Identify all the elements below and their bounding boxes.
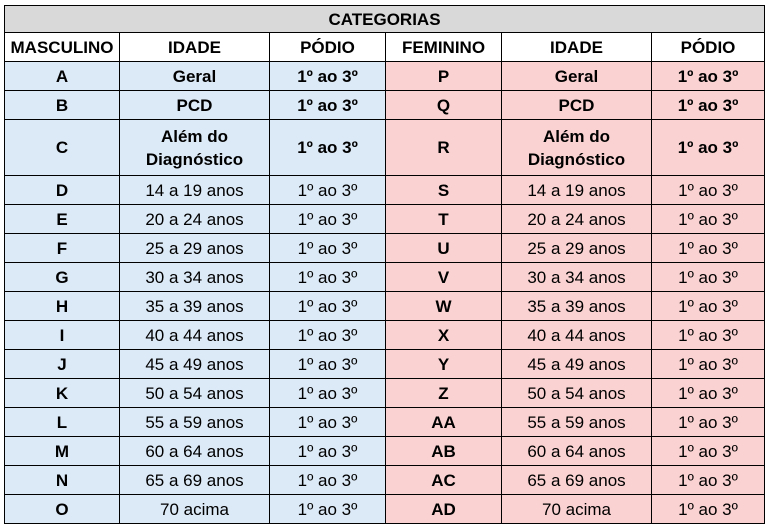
female-age: 70 acima: [502, 495, 652, 524]
female-category: T: [386, 205, 502, 234]
male-category: D: [5, 176, 120, 205]
female-podium: 1º ao 3º: [652, 205, 765, 234]
female-podium: 1º ao 3º: [652, 91, 765, 120]
male-age-line2: Diagnóstico: [145, 149, 244, 169]
table-row: [5, 120, 765, 176]
male-category: C: [5, 120, 120, 176]
female-category: Y: [386, 350, 502, 379]
male-category: O: [5, 495, 120, 524]
female-age: 45 a 49 anos: [502, 350, 652, 379]
female-age-line2: Diagnóstico: [527, 149, 626, 169]
female-podium: 1º ao 3º: [652, 263, 765, 292]
female-age: 65 a 69 anos: [502, 466, 652, 495]
male-age: 25 a 29 anos: [120, 234, 270, 263]
table-row: [5, 176, 765, 205]
male-age: 45 a 49 anos: [120, 350, 270, 379]
male-category: E: [5, 205, 120, 234]
table-row: [5, 437, 765, 466]
female-age: 50 a 54 anos: [502, 379, 652, 408]
female-podium: 1º ao 3º: [652, 120, 765, 176]
male-category: K: [5, 379, 120, 408]
male-podium: 1º ao 3º: [270, 120, 386, 176]
male-category: M: [5, 437, 120, 466]
table-row: [5, 321, 765, 350]
male-podium: 1º ao 3º: [270, 263, 386, 292]
header-feminino: FEMININO: [386, 33, 502, 62]
table-title: CATEGORIAS: [5, 6, 765, 33]
header-idade-m: IDADE: [120, 33, 270, 62]
male-category: N: [5, 466, 120, 495]
male-podium: 1º ao 3º: [270, 495, 386, 524]
table-row: [5, 205, 765, 234]
male-age: 14 a 19 anos: [120, 176, 270, 205]
male-age: Geral: [120, 62, 270, 91]
female-podium: 1º ao 3º: [652, 176, 765, 205]
male-podium: 1º ao 3º: [270, 62, 386, 91]
male-age: 65 a 69 anos: [120, 466, 270, 495]
female-age: 40 a 44 anos: [502, 321, 652, 350]
table-row: [5, 292, 765, 321]
male-podium: 1º ao 3º: [270, 205, 386, 234]
male-category: H: [5, 292, 120, 321]
female-podium: 1º ao 3º: [652, 292, 765, 321]
male-category: I: [5, 321, 120, 350]
female-category: W: [386, 292, 502, 321]
header-masculino: MASCULINO: [5, 33, 120, 62]
female-category: U: [386, 234, 502, 263]
female-podium: 1º ao 3º: [652, 350, 765, 379]
male-category: G: [5, 263, 120, 292]
male-category: F: [5, 234, 120, 263]
male-podium: 1º ao 3º: [270, 234, 386, 263]
female-age: PCD: [502, 91, 652, 120]
header-idade-f: IDADE: [502, 33, 652, 62]
female-category: S: [386, 176, 502, 205]
male-age: 70 acima: [120, 495, 270, 524]
male-age: 55 a 59 anos: [120, 408, 270, 437]
female-age: 14 a 19 anos: [502, 176, 652, 205]
female-podium: 1º ao 3º: [652, 379, 765, 408]
male-age: 40 a 44 anos: [120, 321, 270, 350]
male-category: J: [5, 350, 120, 379]
male-podium: 1º ao 3º: [270, 437, 386, 466]
female-category: AD: [386, 495, 502, 524]
female-category: Z: [386, 379, 502, 408]
table-row: [5, 234, 765, 263]
table-row: [5, 408, 765, 437]
male-age: PCD: [120, 91, 270, 120]
male-age: 60 a 64 anos: [120, 437, 270, 466]
female-category: AC: [386, 466, 502, 495]
female-category: AB: [386, 437, 502, 466]
male-category: A: [5, 62, 120, 91]
female-age: [502, 120, 652, 176]
table-row: [5, 62, 765, 91]
table-row: [5, 350, 765, 379]
female-category: R: [386, 120, 502, 176]
female-podium: 1º ao 3º: [652, 62, 765, 91]
male-age: [120, 120, 270, 176]
male-podium: 1º ao 3º: [270, 379, 386, 408]
female-category: Q: [386, 91, 502, 120]
table-row: [5, 466, 765, 495]
female-category: V: [386, 263, 502, 292]
male-podium: 1º ao 3º: [270, 408, 386, 437]
female-age: 20 a 24 anos: [502, 205, 652, 234]
male-category: B: [5, 91, 120, 120]
female-podium: 1º ao 3º: [652, 321, 765, 350]
male-podium: 1º ao 3º: [270, 292, 386, 321]
female-category: AA: [386, 408, 502, 437]
female-age: Geral: [502, 62, 652, 91]
male-podium: 1º ao 3º: [270, 350, 386, 379]
male-podium: 1º ao 3º: [270, 176, 386, 205]
female-podium: 1º ao 3º: [652, 495, 765, 524]
male-age: 50 a 54 anos: [120, 379, 270, 408]
male-age: 20 a 24 anos: [120, 205, 270, 234]
table-row: [5, 379, 765, 408]
header-podio-m: PÓDIO: [270, 33, 386, 62]
female-age: 25 a 29 anos: [502, 234, 652, 263]
female-age-line1: Além do: [542, 126, 611, 146]
female-age: 30 a 34 anos: [502, 263, 652, 292]
male-age: 30 a 34 anos: [120, 263, 270, 292]
female-age: 55 a 59 anos: [502, 408, 652, 437]
female-podium: 1º ao 3º: [652, 466, 765, 495]
female-age: 60 a 64 anos: [502, 437, 652, 466]
female-category: P: [386, 62, 502, 91]
male-category: L: [5, 408, 120, 437]
table-row: [5, 91, 765, 120]
male-age-line1: Além do: [160, 126, 229, 146]
female-podium: 1º ao 3º: [652, 437, 765, 466]
female-podium: 1º ao 3º: [652, 234, 765, 263]
table-row: [5, 263, 765, 292]
male-podium: 1º ao 3º: [270, 91, 386, 120]
female-category: X: [386, 321, 502, 350]
female-age: 35 a 39 anos: [502, 292, 652, 321]
male-age: 35 a 39 anos: [120, 292, 270, 321]
table-row: [5, 495, 765, 524]
male-podium: 1º ao 3º: [270, 466, 386, 495]
female-podium: 1º ao 3º: [652, 408, 765, 437]
male-podium: 1º ao 3º: [270, 321, 386, 350]
categories-table: [4, 5, 765, 524]
header-podio-f: PÓDIO: [652, 33, 765, 62]
